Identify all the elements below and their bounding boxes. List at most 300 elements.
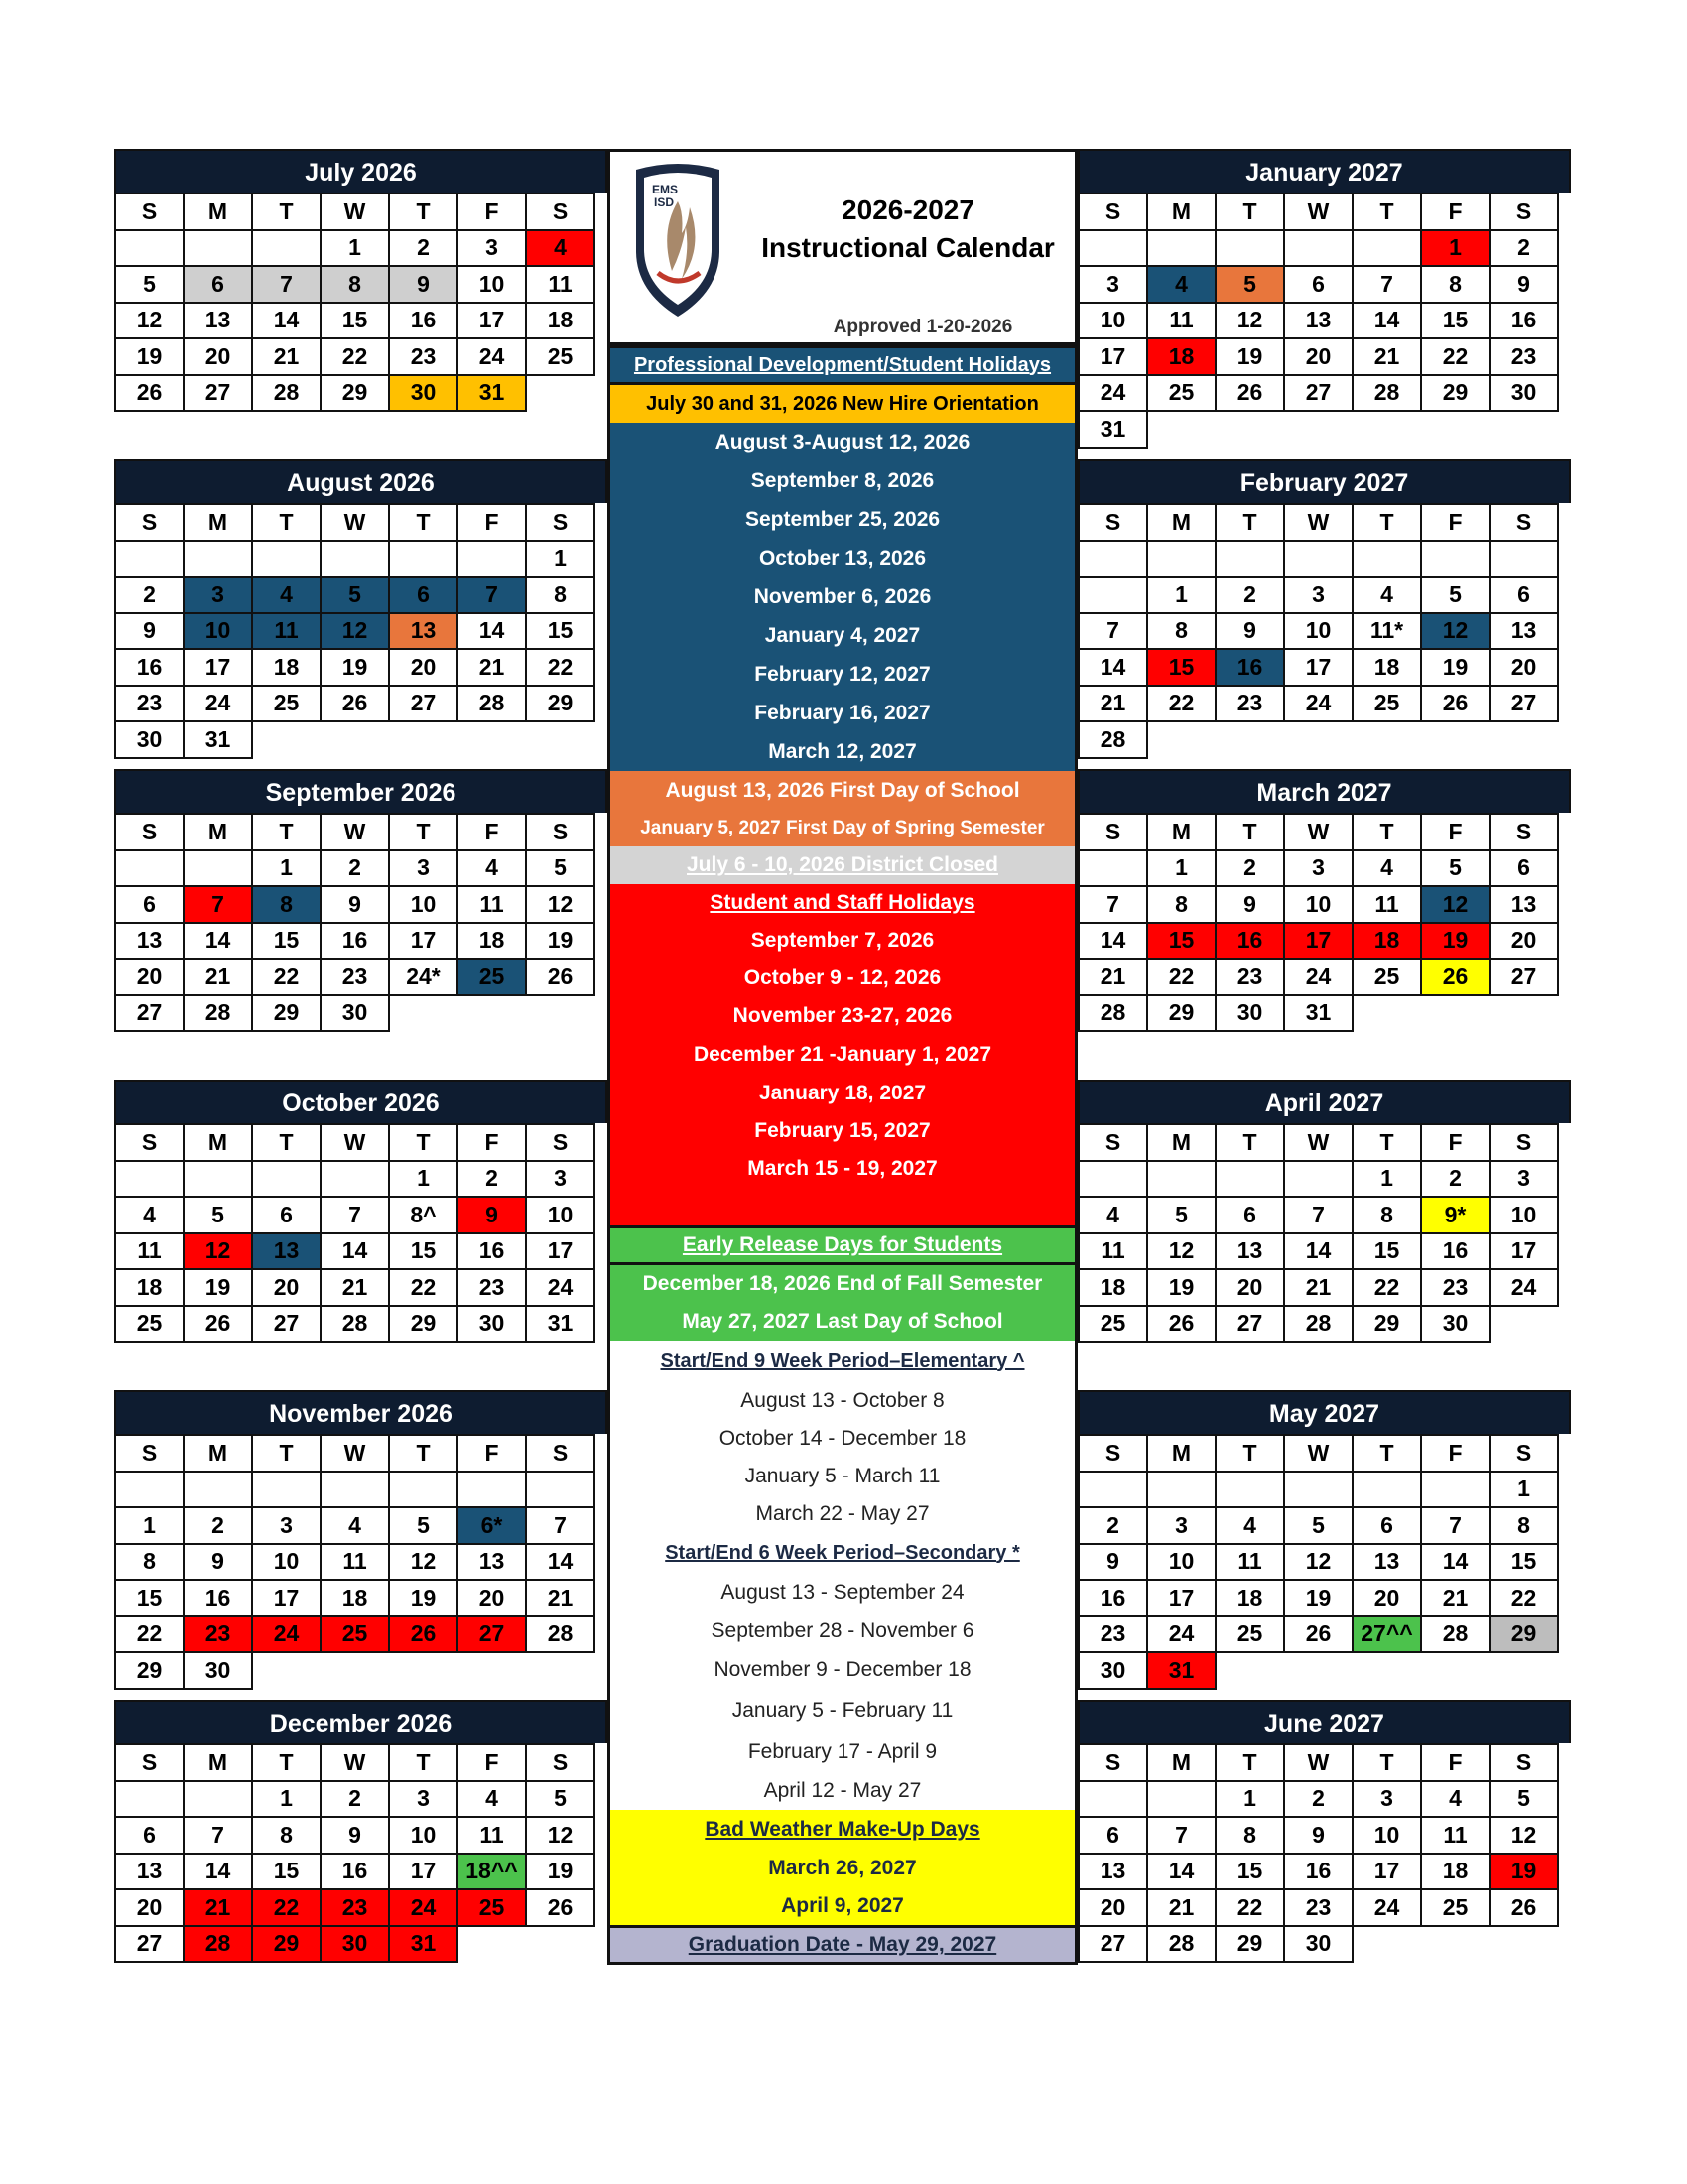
month-title: April 2027 [1078,1080,1571,1123]
day-cell: 14 [457,613,526,650]
day-cell: 4 [1353,577,1421,613]
weekday-header: T [389,1435,457,1472]
empty-day [321,1472,389,1508]
empty-day [184,850,252,887]
day-cell: 18 [1421,1854,1490,1890]
day-cell: 13 [1490,886,1558,923]
day-cell: 11 [1147,303,1216,339]
month-title: August 2026 [114,459,607,503]
weekday-header: T [389,504,457,541]
legend-text: September 25, 2026 [744,507,941,531]
weekday-header: T [389,1744,457,1781]
day-cell: 5 [184,1197,252,1233]
legend-text: March 22 - May 27 [755,1502,930,1525]
day-cell: 20 [115,959,184,995]
weekday-header: F [1421,1124,1490,1161]
weekday-header: T [1353,1435,1421,1472]
legend-row [607,997,1078,1035]
month-oct [114,1080,607,1343]
legend-text: September 7, 2026 [750,929,935,952]
day-cell: 21 [184,1889,252,1926]
day-cell: 16 [1079,1580,1147,1616]
day-cell: 20 [1284,338,1353,375]
day-cell: 29 [1421,375,1490,412]
weekday-header: T [1353,1744,1421,1781]
day-cell: 8 [1147,613,1216,650]
empty-day [115,230,184,267]
day-cell: 3 [1353,1781,1421,1818]
legend-row [607,694,1078,732]
empty-day [389,995,457,1032]
day-cell: 12 [526,1817,594,1854]
day-cell: 19 [1421,923,1490,960]
day-cell: 25 [1353,959,1421,995]
day-cell: 5 [1490,1781,1558,1818]
day-cell: 30 [321,1926,389,1963]
day-cell: 3 [184,577,252,613]
day-cell: 27 [1216,1306,1284,1343]
day-cell: 4 [526,230,594,267]
day-cell: 4 [457,1781,526,1818]
legend-text: November 6, 2026 [753,584,932,608]
day-cell: 15 [526,613,594,650]
month-mar [1078,769,1571,1032]
day-cell: 25 [115,1306,184,1343]
day-cell: 2 [184,1507,252,1544]
month-sep [114,769,607,1032]
day-cell: 12 [526,886,594,923]
day-cell: 13 [115,1854,184,1890]
day-cell: 23 [1216,959,1284,995]
legend-text: August 13, 2026 First Day of School [665,779,1020,802]
day-cell: 6* [457,1507,526,1544]
empty-day [1353,721,1421,758]
day-cell: 11 [1079,1233,1147,1270]
weekday-header: F [1421,1435,1490,1472]
day-cell: 7 [1147,1817,1216,1854]
day-cell: 28 [184,995,252,1032]
weekday-header: S [1079,814,1147,850]
empty-day [115,1781,184,1818]
day-cell: 22 [1421,338,1490,375]
weekday-header: F [457,1124,526,1161]
day-cell: 8^ [389,1197,457,1233]
day-cell: 26 [321,686,389,722]
day-cell: 25 [1216,1616,1284,1653]
empty-day [1490,995,1558,1032]
legend-text: April 9, 2027 [781,1894,904,1917]
weekday-header: T [252,1124,321,1161]
day-cell: 24 [252,1616,321,1653]
weekday-header: S [115,814,184,850]
empty-day [184,541,252,578]
month-title: May 2027 [1078,1390,1571,1434]
day-cell: 7 [1353,266,1421,303]
day-cell: 21 [1079,959,1147,995]
day-cell: 21 [1079,686,1147,722]
empty-day [1216,541,1284,578]
legend-text: January 4, 2027 [764,623,921,647]
day-cell: 17 [526,1233,594,1270]
day-cell: 25 [1421,1889,1490,1926]
day-cell: 23 [457,1269,526,1306]
empty-day [1421,721,1490,758]
empty-day [1421,995,1490,1032]
weekday-header: F [457,193,526,230]
day-cell: 21 [252,338,321,375]
legend-row [607,1075,1078,1112]
empty-day [457,721,526,758]
day-cell: 1 [526,541,594,578]
day-cell: 28 [252,375,321,412]
weekday-header: S [1490,193,1558,230]
legend-row [607,1382,1078,1420]
weekday-header: S [1490,1124,1558,1161]
legend-text: Start/End 6 Week Period–Secondary * [665,1541,1020,1564]
weekday-header: T [1216,1124,1284,1161]
legend-row [607,1573,1078,1611]
day-cell: 12 [1490,1817,1558,1854]
empty-day [321,721,389,758]
empty-day [1079,230,1147,267]
day-cell: 11 [457,886,526,923]
day-cell: 1 [252,850,321,887]
weekday-header: T [1216,193,1284,230]
weekday-header: S [115,193,184,230]
day-cell: 15 [321,303,389,339]
day-cell: 27 [252,1306,321,1343]
day-cell: 7 [1079,613,1147,650]
weekday-header: T [389,193,457,230]
day-cell: 3 [1147,1507,1216,1544]
day-cell: 31 [389,1926,457,1963]
day-cell: 9 [457,1197,526,1233]
day-cell: 17 [389,923,457,960]
day-cell: 14 [184,923,252,960]
empty-day [115,850,184,887]
weekday-header: T [389,814,457,850]
day-cell: 9 [1216,886,1284,923]
empty-day [1216,230,1284,267]
day-cell: 19 [526,1854,594,1890]
day-cell: 16 [115,649,184,686]
day-cell: 2 [115,577,184,613]
weekday-header: S [1490,814,1558,850]
legend-row [607,771,1078,811]
empty-day [1353,1926,1421,1963]
day-cell: 5 [526,1781,594,1818]
legend-text: March 15 - 19, 2027 [747,1157,938,1180]
weekday-header: S [1079,193,1147,230]
day-cell: 20 [115,1889,184,1926]
day-cell: 27 [457,1616,526,1653]
legend-row [607,1810,1078,1850]
day-cell: 29 [389,1306,457,1343]
day-cell: 23 [321,959,389,995]
day-cell: 14 [1147,1854,1216,1890]
day-cell: 5 [1284,1507,1353,1544]
day-cell: 9 [1284,1817,1353,1854]
weekday-header: S [115,504,184,541]
day-cell: 16 [1216,649,1284,686]
empty-day [252,541,321,578]
empty-day [184,1472,252,1508]
day-cell: 20 [1490,923,1558,960]
day-cell: 30 [115,721,184,758]
legend-text: July 6 - 10, 2026 District Closed [687,853,998,876]
day-cell: 18^^ [457,1854,526,1890]
day-cell: 30 [457,1306,526,1343]
day-cell: 2 [1079,1507,1147,1544]
weekday-header: M [184,504,252,541]
day-cell: 25 [1079,1306,1147,1343]
day-cell: 17 [1079,338,1147,375]
day-cell: 23 [321,1889,389,1926]
legend-text: September 28 - November 6 [711,1618,974,1642]
day-cell: 1 [1353,1161,1421,1198]
day-cell: 22 [1490,1580,1558,1616]
month-title: September 2026 [114,769,607,813]
empty-day [1147,1781,1216,1818]
legend-row [607,922,1078,960]
day-cell: 19 [1421,649,1490,686]
day-cell: 8 [1490,1507,1558,1544]
empty-day [1079,850,1147,887]
legend-row [607,539,1078,578]
day-cell: 5 [1421,850,1490,887]
day-cell: 13 [252,1233,321,1270]
day-cell: 14 [252,303,321,339]
day-cell: 16 [321,923,389,960]
empty-day [457,1926,526,1963]
day-cell: 31 [184,721,252,758]
district-logo-shield [630,162,725,321]
empty-day [1079,1472,1147,1508]
empty-day [457,1652,526,1689]
weekday-header: F [457,814,526,850]
weekday-header: S [1079,1435,1147,1472]
day-cell: 20 [252,1269,321,1306]
day-cell: 25 [1353,686,1421,722]
day-cell: 26 [526,959,594,995]
empty-day [1284,1161,1353,1198]
weekday-header: S [1490,1435,1558,1472]
day-cell: 4 [1421,1781,1490,1818]
weekday-header: M [184,1124,252,1161]
day-cell: 5 [1147,1197,1216,1233]
day-cell: 22 [252,959,321,995]
day-cell: 4 [1079,1197,1147,1233]
empty-day [1353,1472,1421,1508]
weekday-header: S [526,1744,594,1781]
empty-day [321,1652,389,1689]
day-cell: 27^^ [1353,1616,1421,1653]
legend-row [607,1689,1078,1733]
legend-row [607,1458,1078,1495]
day-cell: 6 [1490,577,1558,613]
day-cell: 10 [252,1544,321,1581]
weekday-header: F [1421,504,1490,541]
legend-text: December 21 -January 1, 2027 [693,1043,992,1066]
day-cell: 6 [115,886,184,923]
day-cell: 22 [1147,959,1216,995]
svg-text:ISD: ISD [654,195,675,209]
weekday-header: M [184,1435,252,1472]
weekday-header: S [526,814,594,850]
day-cell: 29 [115,1652,184,1689]
day-cell: 11 [1216,1544,1284,1581]
day-cell: 12 [115,303,184,339]
weekday-header: M [184,1744,252,1781]
legend-text: January 5, 2027 First Day of Spring Semester [640,818,1045,838]
day-cell: 26 [389,1616,457,1653]
day-cell: 28 [1421,1616,1490,1653]
weekday-header: M [1147,1435,1216,1472]
day-cell: 24 [1284,959,1353,995]
day-cell: 28 [321,1306,389,1343]
day-cell: 13 [1284,303,1353,339]
month-title: March 2027 [1078,769,1571,813]
day-cell: 11* [1353,613,1421,650]
month-title: January 2027 [1078,149,1571,193]
day-cell: 10 [184,613,252,650]
day-cell: 8 [1147,886,1216,923]
day-cell: 29 [1147,995,1216,1032]
legend-text: September 8, 2026 [750,468,935,492]
day-cell: 8 [252,1817,321,1854]
day-cell: 12 [1421,886,1490,923]
day-cell: 29 [252,995,321,1032]
day-cell: 10 [1284,613,1353,650]
legend-text: February 15, 2027 [754,1119,931,1142]
day-cell: 24 [389,1889,457,1926]
weekday-header: M [1147,193,1216,230]
day-cell: 6 [1079,1817,1147,1854]
day-cell: 2 [1490,230,1558,267]
day-cell: 7 [526,1507,594,1544]
empty-day [1421,1652,1490,1689]
weekday-header: T [252,193,321,230]
day-cell: 4 [1353,850,1421,887]
weekday-header: T [252,1435,321,1472]
legend-text: Graduation Date - May 29, 2027 [688,1933,997,1956]
weekday-header: S [1079,1124,1147,1161]
empty-day [1353,411,1421,448]
legend-text: January 18, 2027 [758,1082,927,1104]
day-cell: 30 [1216,995,1284,1032]
day-cell: 15 [1353,1233,1421,1270]
empty-day [252,1161,321,1198]
day-cell: 4 [1216,1507,1284,1544]
empty-day [1284,721,1353,758]
weekday-header: T [1353,504,1421,541]
day-cell: 4 [1147,266,1216,303]
day-cell: 6 [389,577,457,613]
day-cell: 7 [184,1817,252,1854]
day-cell: 10 [389,886,457,923]
day-cell: 21 [321,1269,389,1306]
day-cell: 10 [389,1817,457,1854]
day-cell: 19 [1490,1854,1558,1890]
legend-row [607,385,1078,423]
day-cell: 27 [389,686,457,722]
day-cell: 2 [1284,1781,1353,1818]
day-cell: 29 [1490,1616,1558,1653]
day-cell: 1 [1421,230,1490,267]
day-cell: 9 [1216,613,1284,650]
day-cell: 17 [1490,1233,1558,1270]
legend-row [607,1150,1078,1188]
day-cell: 14 [184,1854,252,1890]
day-cell: 23 [389,338,457,375]
day-cell: 25 [526,338,594,375]
day-cell: 27 [1490,959,1558,995]
legend-spacer [607,1188,1078,1225]
empty-day [1421,1472,1490,1508]
empty-day [1216,1161,1284,1198]
empty-day [389,1472,457,1508]
day-cell: 18 [457,923,526,960]
legend-row [607,1265,1078,1303]
day-cell: 21 [526,1580,594,1616]
day-cell: 9 [184,1544,252,1581]
day-cell: 28 [1147,1926,1216,1963]
month-may [1078,1390,1571,1690]
day-cell: 24 [457,338,526,375]
empty-day [1421,541,1490,578]
day-cell: 21 [184,959,252,995]
day-cell: 14 [1353,303,1421,339]
day-cell: 11 [321,1544,389,1581]
day-cell: 1 [1216,1781,1284,1818]
empty-day [1216,411,1284,448]
weekday-header: S [1490,504,1558,541]
day-cell: 3 [252,1507,321,1544]
legend-text: November 23-27, 2026 [732,1004,953,1027]
day-cell: 18 [1079,1269,1147,1306]
day-cell: 12 [321,613,389,650]
month-aug [114,459,607,759]
day-cell: 9* [1421,1197,1490,1233]
empty-day [457,1472,526,1508]
day-cell: 7 [184,886,252,923]
day-cell: 10 [526,1197,594,1233]
approved-date: Approved 1-20-2026 [833,317,1013,337]
day-cell: 26 [1284,1616,1353,1653]
empty-day [1490,1306,1558,1343]
day-cell: 16 [1216,923,1284,960]
empty-day [1284,541,1353,578]
legend-text: March 26, 2027 [768,1857,917,1879]
empty-day [1079,541,1147,578]
day-cell: 12 [1284,1544,1353,1581]
day-cell: 30 [1284,1926,1353,1963]
day-cell: 25 [1147,375,1216,412]
day-cell: 16 [1284,1854,1353,1890]
empty-day [1490,541,1558,578]
weekday-header: W [321,193,389,230]
empty-day [1490,721,1558,758]
empty-day [1490,1926,1558,1963]
day-cell: 3 [389,850,457,887]
weekday-header: F [457,1435,526,1472]
day-cell: 23 [1421,1269,1490,1306]
empty-day [1079,1781,1147,1818]
day-cell: 17 [1147,1580,1216,1616]
weekday-header: S [1079,504,1147,541]
empty-day [1421,411,1490,448]
empty-day [389,721,457,758]
